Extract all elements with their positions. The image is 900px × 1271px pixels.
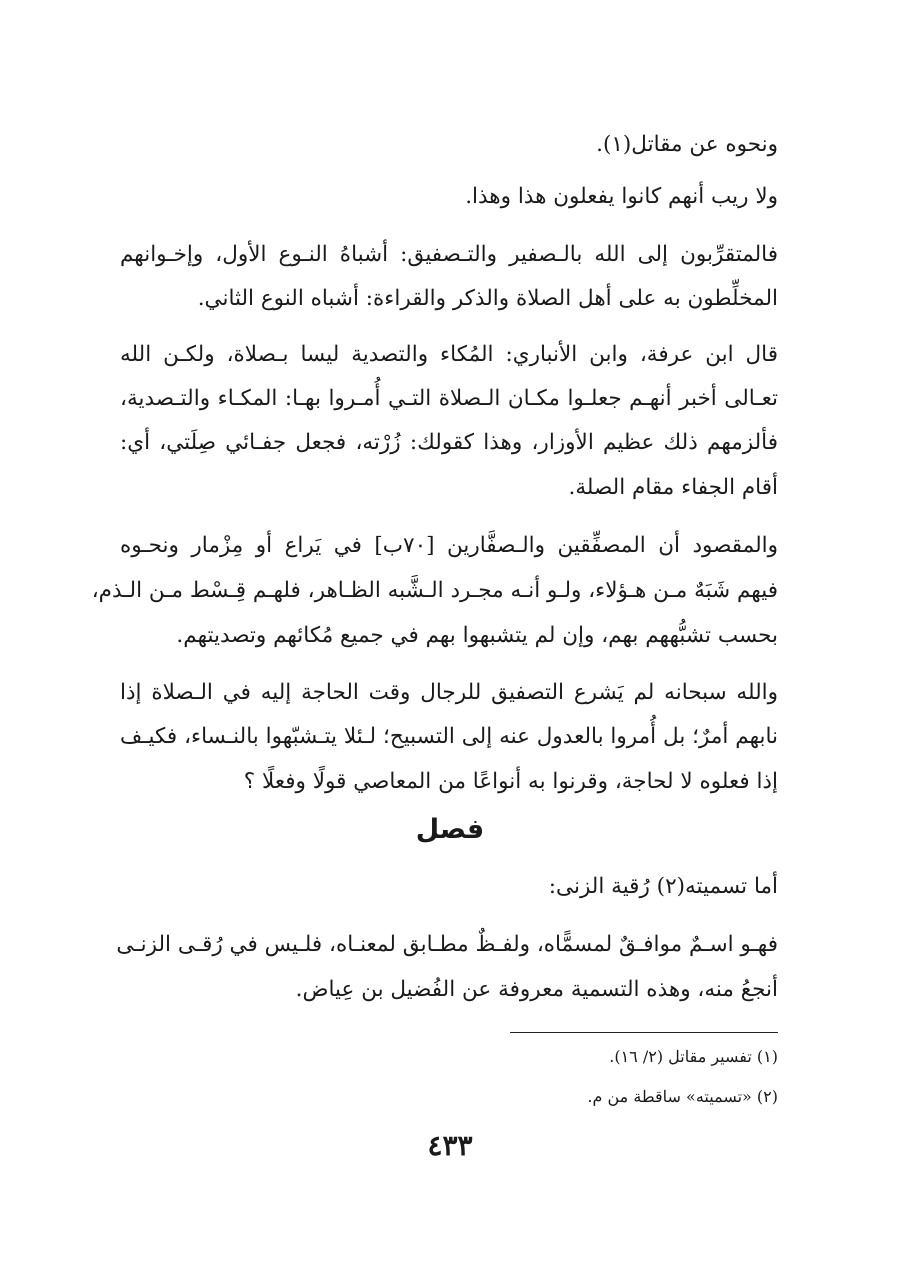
text-line: أقام الجفاء مقام الصلة. — [568, 475, 778, 500]
text-line: ولا ريب أنهم كانوا يفعلون هذا وهذا. — [465, 184, 778, 209]
text-line: إذا فعلوه لا لحاجة، وقرنوا به أنواعًا من المعاصي قولًا وفعلًا ؟ — [243, 769, 778, 794]
text-line: تعـالى أخبر أنهـم جعلـوا مكـان الـصلاة التـي أُمـروا بهـا: المكـاء والتـصدية، — [120, 386, 778, 411]
text-line: نابهم أمرٌ؛ بل أُمروا بالعدول عنه إلى التسبيح؛ لـئلا يتـشبّهوا بالنـساء، فكيـف — [120, 724, 778, 749]
section-heading: فصل — [415, 814, 485, 845]
text-line: ونحوه عن مقاتل(١). — [596, 132, 778, 157]
text-line: المخلِّطون به على أهل الصلاة والذكر والقراءة: أشباه النوع الثاني. — [197, 286, 778, 311]
footnote: (٢) «تسميته» ساقطة من م. — [587, 1087, 778, 1106]
footnote: (١) تفسير مقاتل (٢/ ١٦). — [609, 1047, 778, 1066]
text-line: أنجعُ منه، وهذه التسمية معروفة عن الفُضيل بن عِياض. — [295, 977, 778, 1002]
text-line: والمقصود أن المصفِّقين والـصفَّارين [٧٠ب] في يَراع أو مِزْمار ونحـوه — [120, 533, 778, 558]
text-line: قال ابن عرفة، وابن الأنباري: المُكاء والتصدية ليسا بـصلاة، ولكـن الله — [120, 342, 778, 367]
page-number: ٤٣٣ — [427, 1129, 473, 1162]
text-line: فألزمهم ذلك عظيم الأوزار، وهذا كقولك: زُرْته، فجعل جفـائي صِلَتي، أي: — [120, 430, 778, 455]
text-line: والله سبحانه لم يَشرع التصفيق للرجال وقت الحاجة إليه في الـصلاة إذا — [120, 680, 778, 705]
text-line: فالمتقرِّبون إلى الله بالـصفير والتـصفيق: أشباهُ النـوع الأول، وإخـوانهم — [120, 242, 778, 267]
text-line: فهـو اسـمٌ موافـقٌ لمسمًّاه، ولفـظٌ مطـابق لمعنـاه، فلـيس في رُقـى الزنـى — [116, 932, 778, 957]
footnote-divider — [510, 1032, 778, 1033]
text-line: فيهم شَبَهٌ مـن هـؤلاء، ولـو أنـه مجـرد الـشَّبه الظـاهر، فلهـم قِـسْط مـن الـذم، — [91, 578, 778, 603]
text-line: بحسب تشبُّههم بهم، وإن لم يتشبهوا بهم في جميع مُكائهم وتصديتهم. — [176, 623, 778, 648]
text-line: أما تسميته(٢) رُقية الزنى: — [548, 874, 778, 899]
